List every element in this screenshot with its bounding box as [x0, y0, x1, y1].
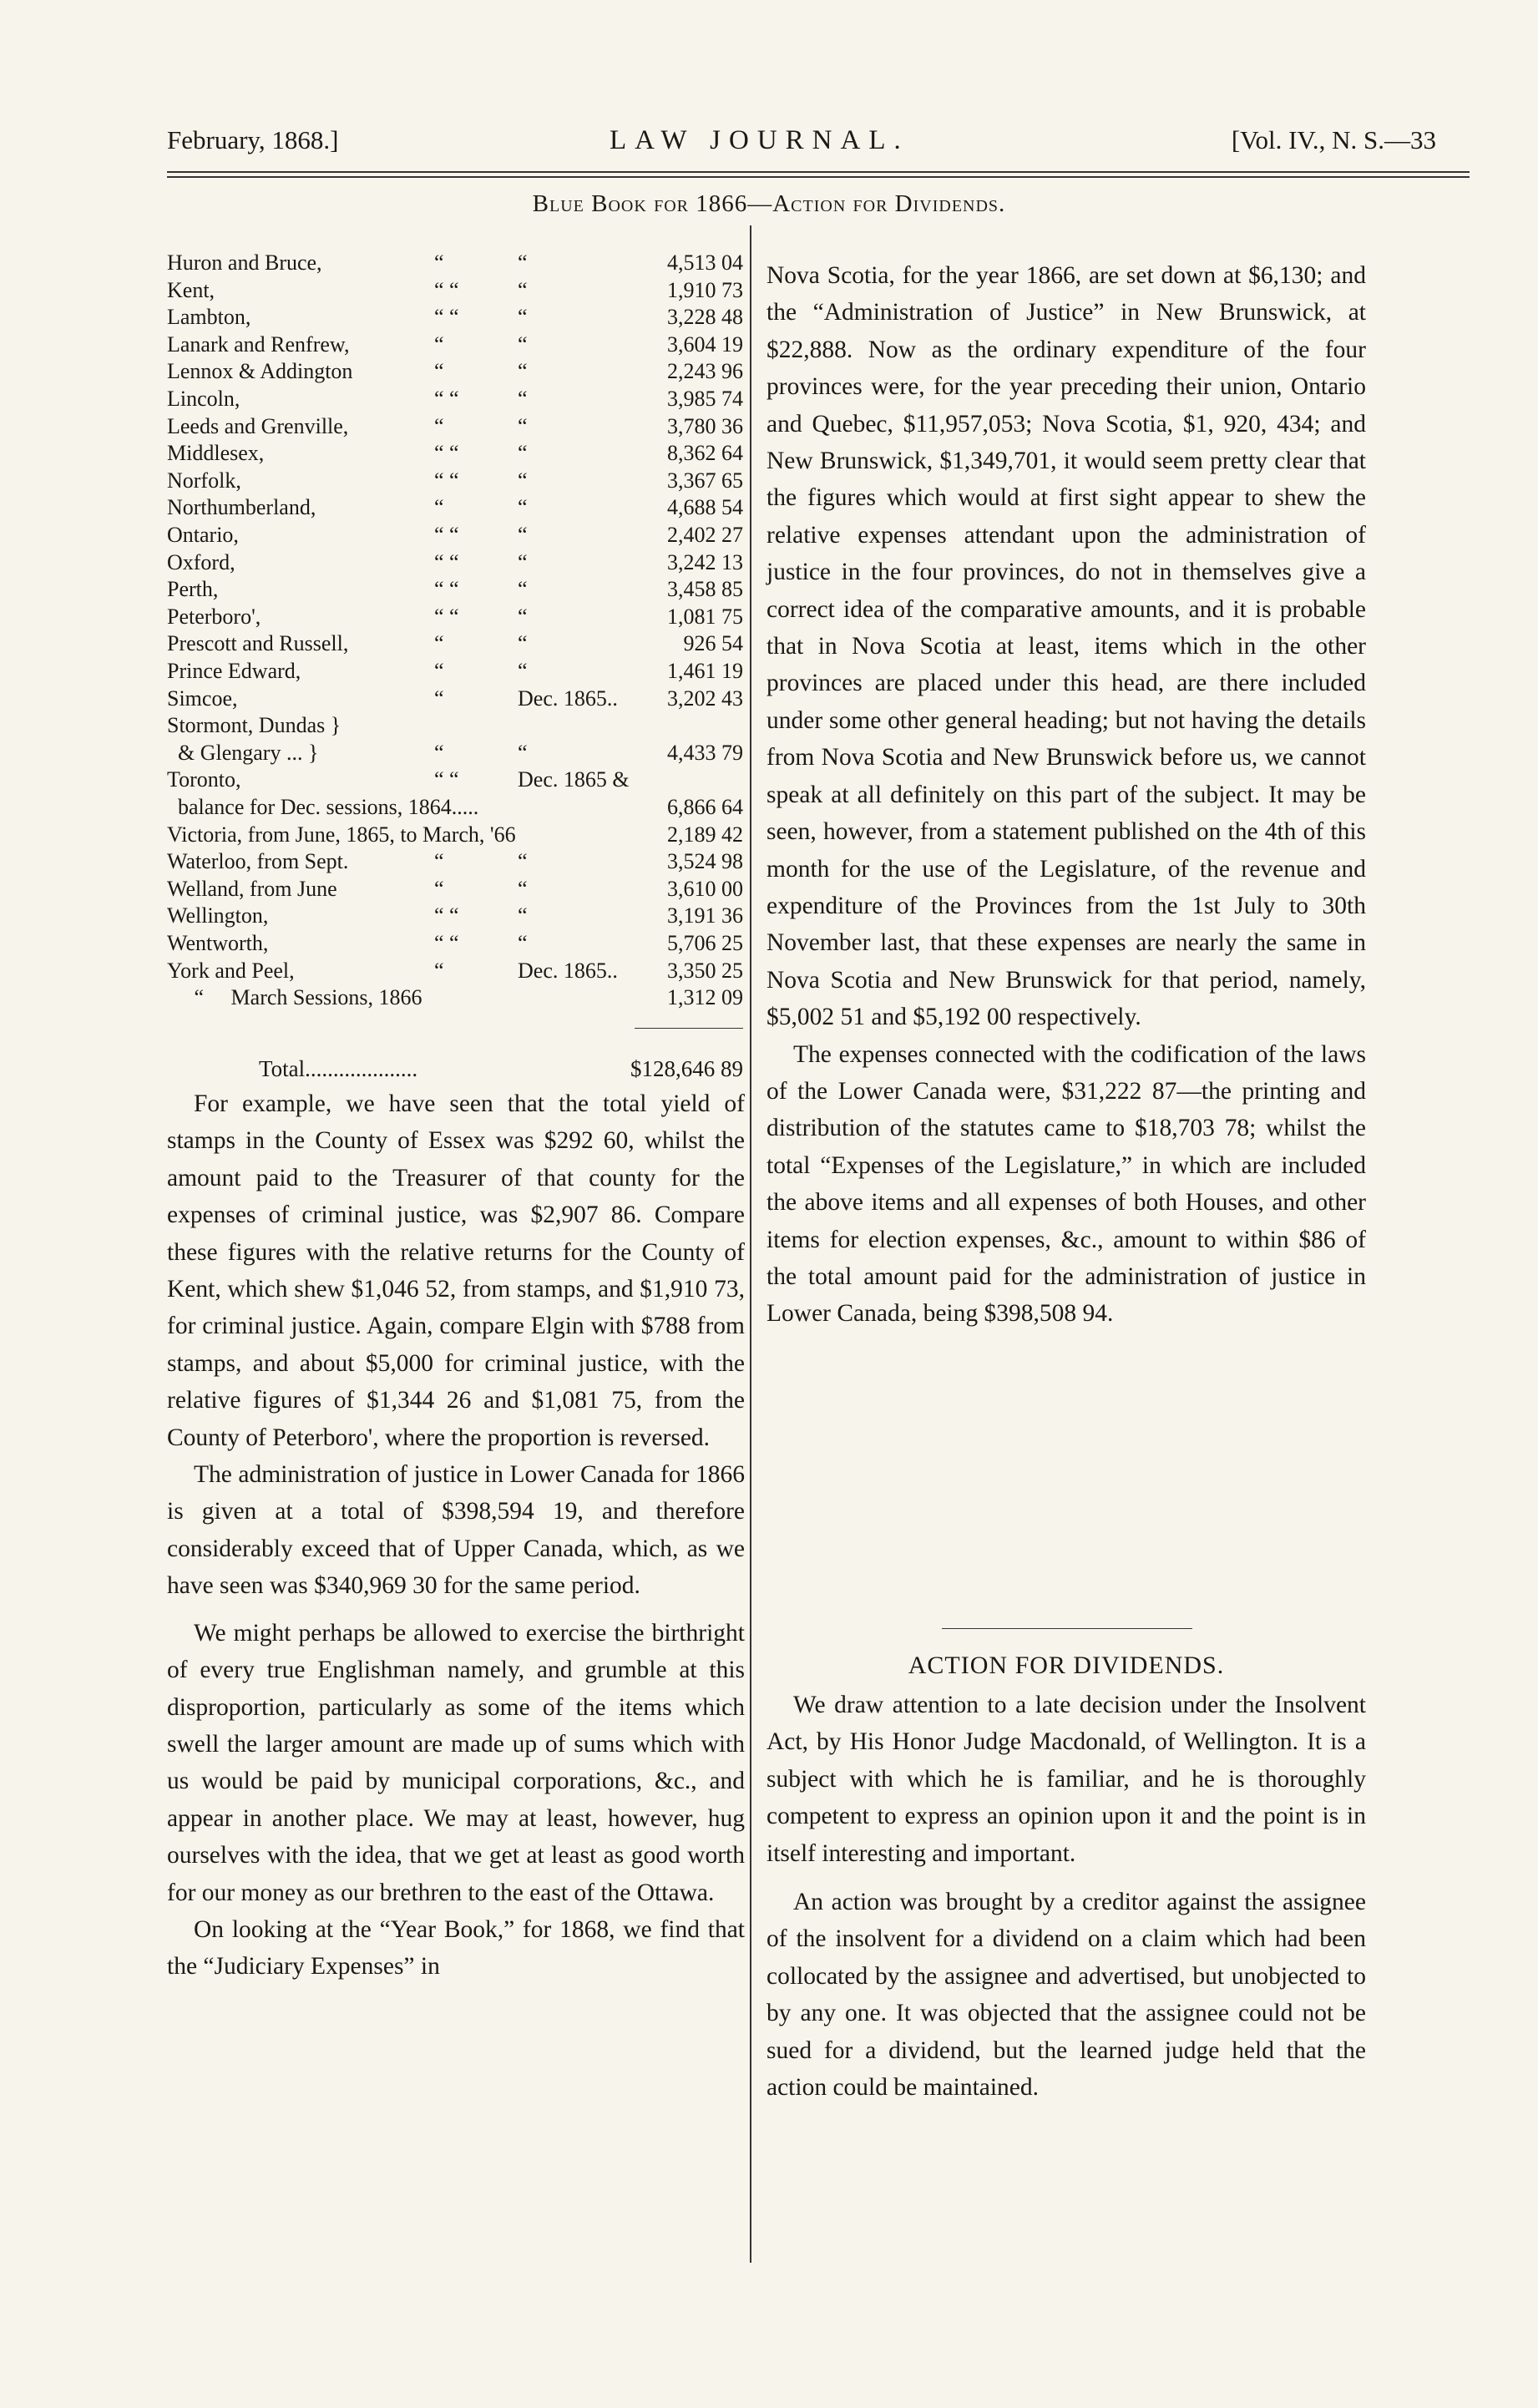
table-row: [167, 686, 743, 711]
amount: 3,524 98: [667, 849, 743, 874]
ditto-mark: “: [518, 631, 528, 656]
county-name: Northumberland,: [167, 495, 316, 520]
amount: 3,202 43: [667, 685, 743, 711]
section-title: ACTION FOR DIVIDENDS.: [908, 1652, 1225, 1679]
paragraph: We draw attention to a late decision under the Insolvent Act, by His Honor Judge Macdonald, of Wellington. It is a subject with which he is familiar, and he is thoroughly competent to express an opinion upon it and the point is in itself interesting and important.: [766, 1692, 1366, 1867]
county-name: Waterloo, from Sept.: [167, 849, 349, 874]
county-name: Lennox & Addington: [167, 359, 353, 384]
amount: 2,243 96: [667, 359, 743, 384]
table-row: [167, 550, 743, 575]
table-row: [167, 441, 743, 466]
ditto-mark: “: [518, 387, 528, 411]
ditto-mark: “: [434, 685, 444, 711]
ditto-mark: “: [518, 577, 528, 602]
ditto-mark: “: [518, 250, 528, 275]
county-name: Oxford,: [167, 549, 235, 574]
ditto-mark: “ “: [434, 577, 459, 602]
amount: 4,433 79: [667, 740, 743, 765]
county-name: & Glengary ... }: [167, 740, 319, 765]
ditto-mark: “: [434, 250, 444, 275]
amount: 3,780 36: [667, 413, 743, 438]
county-name: Peterboro',: [167, 604, 261, 629]
table-row: [167, 959, 743, 984]
ditto-mark: “ “: [434, 523, 459, 547]
volume-page: [Vol. IV., N. S.—33: [1231, 125, 1436, 154]
journal-title: LAW JOURNAL.: [610, 125, 909, 155]
ditto-mark: “: [434, 876, 444, 901]
ditto-mark: “: [434, 359, 444, 384]
county-name: Norfolk,: [167, 468, 241, 493]
county-name: Huron and Bruce,: [167, 250, 322, 275]
county-name: Lincoln,: [167, 387, 240, 411]
amount: 1,910 73: [667, 277, 743, 302]
ditto-mark: “ “: [434, 305, 459, 330]
section-rule: [942, 1628, 1192, 1629]
ditto-mark: “ “: [434, 767, 459, 792]
ditto-mark: “: [518, 359, 528, 384]
county-name: balance for Dec. sessions, 1864.....: [167, 795, 479, 819]
ditto-mark: “: [434, 631, 444, 656]
total-label: Total....................: [259, 1056, 418, 1081]
amount: 8,362 64: [667, 441, 743, 466]
amount: 3,228 48: [667, 305, 743, 330]
county-name: Lambton,: [167, 305, 251, 330]
header-date: February, 1868.]: [167, 125, 339, 154]
ditto-mark: “ “: [434, 903, 459, 928]
amount: 1,461 19: [667, 659, 743, 683]
table-row: [167, 741, 743, 766]
table-row: [167, 605, 743, 630]
table-row: [167, 631, 743, 656]
ditto-mark: “: [518, 441, 528, 466]
county-name: Perth,: [167, 577, 219, 602]
paragraph: For example, we have seen that the total yield of stamps in the County of Essex was $292 60, whilst the amount paid to the Treasurer of that county for the expenses of criminal justice, was $2,907 86. Compare these figures with the relative returns for the County of Kent, which shew $1,046 52, from stamps, and $1,910 73, for criminal justice. Again, compare Elgin with $788 from stamps, and about $5,000 for criminal justice, with the relative figures of $1,344 26 and $1,081 75, from the County of Peterboro', where the proportion is reversed.: [167, 1090, 745, 1451]
left-column-text: [167, 1085, 745, 1986]
county-name: Welland, from June: [167, 876, 337, 901]
amount: 3,242 13: [667, 549, 743, 574]
header-rule: [167, 171, 1470, 173]
table-row: [167, 985, 743, 1010]
ditto-mark: Dec. 1865..: [518, 685, 618, 711]
county-name: Lanark and Renfrew,: [167, 331, 350, 357]
amount: 3,350 25: [667, 958, 743, 983]
paragraph: The administration of justice in Lower Canada for 1866 is given at a total of $398,594 19, and therefore considerably exceed that of Upper Canada, which, as we have seen was $340,969 30 for the same period.: [167, 1461, 745, 1600]
ditto-mark: “ “: [434, 604, 459, 629]
table-row: [167, 713, 743, 738]
ditto-mark: “ “: [434, 931, 459, 955]
subheading: Blue Book for 1866—Action for Dividends.: [532, 190, 1006, 217]
ditto-mark: “: [434, 740, 444, 765]
table-row: [167, 795, 743, 820]
county-name: Leeds and Grenville,: [167, 413, 349, 438]
table-row: [167, 822, 743, 847]
county-name: “ March Sessions, 1866: [167, 985, 422, 1010]
ditto-mark: “: [518, 305, 528, 330]
ditto-mark: “: [518, 468, 528, 493]
paragraph: An action was brought by a creditor against the assignee of the insolvent for a dividend on a claim which had been collocated by the assignee and advertised, but unobjected to by any one. It was objected that the assignee could not be sued for a dividend, but the learned judge held that the action could be maintained.: [766, 1889, 1366, 2102]
table-row: [167, 359, 743, 384]
ditto-mark: “: [518, 523, 528, 547]
ditto-mark: “: [518, 413, 528, 438]
paragraph: Nova Scotia, for the year 1866, are set down at $6,130; and the “Administration of Justice” in New Brunswick, at $22,888. Now as the ordinary expenditure of the four provinces were, for the year preceding their union, Ontario and Quebec, $11,957,053; Nova Scotia, $1, 920, 434; and New Brunswick, $1,349,701, it would seem pretty clear that the figures which would at first sight appear to shew the relative expenses attendant upon the administration of justice in the four provinces, do not in themselves give a correct idea of the comparative amounts, and it is probable that in Nova Scotia at least, items which in the other provinces are placed under this head, are there included under some other general heading; but not having the details from Nova Scotia and New Brunswick before us, we cannot speak at all definitely on this part of the subject. It may be seen, however, from a statement published on the 4th of this month for the use of the Legislature, of the revenue and expenditure of the Provinces from the 1st July to 30th November last, that these expenses are nearly the same in Nova Scotia and New Brunswick for that period, namely, $5,002 51 and $5,192 00 respectively.: [766, 262, 1366, 1031]
section-text: [766, 1687, 1366, 2106]
ditto-mark: “ “: [434, 277, 459, 302]
ditto-mark: “: [518, 604, 528, 629]
amount: 6,866 64: [667, 795, 743, 819]
amount: 4,513 04: [667, 250, 743, 275]
table-row: [167, 903, 743, 928]
ditto-mark: Dec. 1865 &: [518, 767, 630, 792]
amount: 2,189 42: [667, 822, 743, 847]
table-row: [167, 523, 743, 548]
table-row: [167, 877, 743, 902]
amount: 1,312 09: [667, 985, 743, 1010]
ditto-mark: “: [518, 277, 528, 302]
ditto-mark: “: [434, 413, 444, 438]
ditto-mark: “: [518, 876, 528, 901]
paragraph: We might perhaps be allowed to exercise the birthright of every true Englishman namely, and grumble at this disproportion, particularly as some of the items which swell the larger amount are made up of sums which with us would be paid by municipal corporations, &c., and appear in another place. We may at least, however, hug ourselves with the idea, that we get at least as good worth for our money as our brethren to the east of the Ottawa.: [167, 1619, 745, 1906]
county-name: Prince Edward,: [167, 659, 301, 683]
table-row: [167, 767, 743, 792]
table-row: [167, 332, 743, 357]
county-name: Wellington,: [167, 903, 269, 928]
table-row: [167, 305, 743, 330]
amount: 3,458 85: [667, 577, 743, 602]
county-name: Middlesex,: [167, 441, 265, 466]
amount: 926 54: [683, 631, 743, 656]
amount: 2,402 27: [667, 523, 743, 547]
table-row: [167, 659, 743, 684]
amount: 1,081 75: [667, 604, 743, 629]
amount: 5,706 25: [667, 931, 743, 955]
table-row: [167, 414, 743, 439]
ditto-mark: “: [434, 331, 444, 357]
county-name: York and Peel,: [167, 958, 295, 983]
table-row: [167, 468, 743, 493]
amount: 3,367 65: [667, 468, 743, 493]
ditto-mark: “ “: [434, 387, 459, 411]
table-row: [167, 250, 743, 276]
amount: 4,688 54: [667, 495, 743, 520]
paragraph: On looking at the “Year Book,” for 1868, we find that the “Judiciary Expenses” in: [167, 1915, 745, 1981]
ditto-mark: “: [434, 849, 444, 874]
county-name: Victoria, from June, 1865, to March, '66: [167, 822, 516, 847]
column-divider: [750, 225, 751, 2263]
ditto-mark: “: [518, 903, 528, 928]
right-column-text: [766, 257, 1366, 1333]
county-name: Ontario,: [167, 523, 239, 547]
table-row: [167, 387, 743, 412]
total-amount: $128,646 89: [630, 1056, 743, 1081]
amount: 3,191 36: [667, 903, 743, 928]
ditto-mark: “ “: [434, 441, 459, 466]
ditto-mark: “: [518, 331, 528, 357]
amount: 3,610 00: [667, 876, 743, 901]
table-row: [167, 931, 743, 956]
ditto-mark: “ “: [434, 549, 459, 574]
ditto-mark: “: [518, 849, 528, 874]
header-rule-double: [167, 176, 1470, 178]
county-name: Stormont, Dundas }: [167, 713, 341, 738]
ditto-mark: “ “: [434, 468, 459, 493]
table-row: [167, 495, 743, 520]
county-name: Kent,: [167, 277, 215, 302]
table-row: [167, 849, 743, 874]
ditto-mark: “: [518, 740, 528, 765]
page-header: [167, 125, 1436, 167]
ditto-mark: “: [434, 659, 444, 683]
county-name: Toronto,: [167, 767, 241, 792]
table-row: [167, 278, 743, 303]
ditto-mark: “: [434, 495, 444, 520]
ditto-mark: “: [518, 549, 528, 574]
total-rule: [635, 1028, 743, 1029]
paragraph: The expenses connected with the codification of the laws of the Lower Canada were, $31,222 87—the printing and distribution of the statutes came to $18,703 78; whilst the total “Expenses of the Legislature,” in which are included the above items and all expenses of both Houses, and other items for election expenses, &c., amount to within $86 of the total amount paid for the administration of justice in Lower Canada, being $398,508 94.: [766, 1040, 1366, 1328]
county-name: Wentworth,: [167, 931, 269, 955]
county-name: Simcoe,: [167, 685, 238, 711]
ditto-mark: “: [518, 931, 528, 955]
ditto-mark: “: [434, 958, 444, 983]
amount: 3,604 19: [667, 331, 743, 357]
amount: 3,985 74: [667, 387, 743, 411]
ditto-mark: “: [518, 659, 528, 683]
ditto-mark: Dec. 1865..: [518, 958, 618, 983]
ditto-mark: “: [518, 495, 528, 520]
table-row: [167, 577, 743, 602]
county-name: Prescott and Russell,: [167, 631, 349, 656]
